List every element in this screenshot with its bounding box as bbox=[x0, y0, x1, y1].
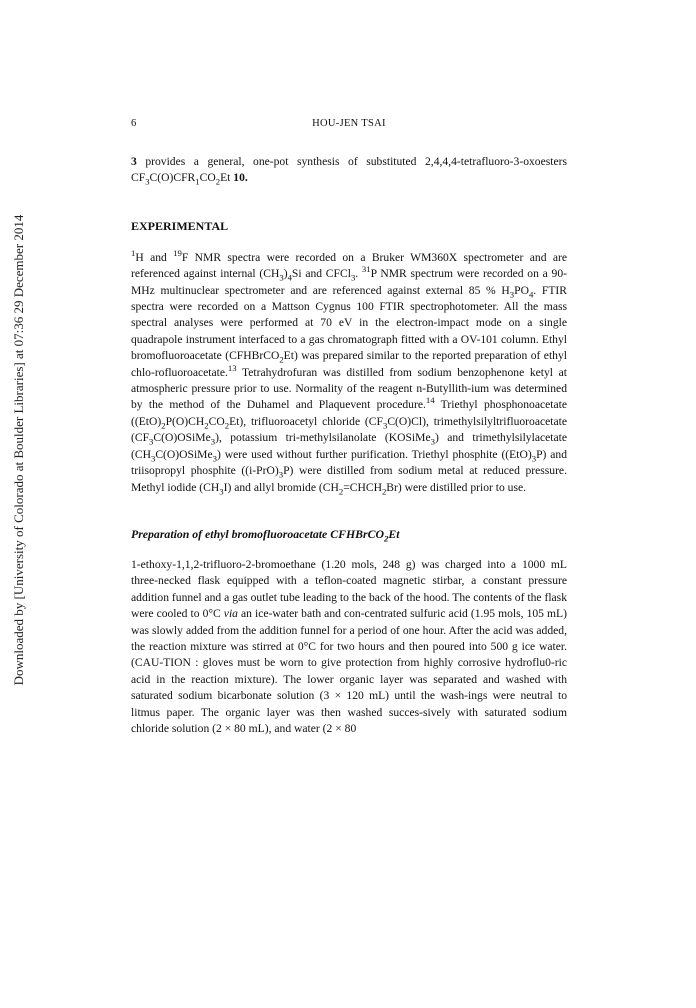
running-head: HOU-JEN TSAI bbox=[312, 118, 386, 129]
page-number: 6 bbox=[131, 118, 137, 129]
intro-paragraph: 3 provides a general, one-pot synthesis of substituted 2,4,4,4-tetrafluoro-3-oxoesters $CF_3C(O)CFR_1CO_2Et$ 10. bbox=[131, 155, 567, 187]
preparation-heading: Preparation of ethyl bromofluoroacetate CFHBrCO$_2$Et bbox=[131, 526, 400, 544]
experimental-heading: EXPERIMENTAL bbox=[131, 218, 229, 233]
experimental-paragraph: $^1$H and $^{19}$F NMR spectra were recorded on a Bruker WM360X spectrometer and are referenced against internal $(CH_3)_4Si$ and CFCl$_3$. $^{31}$P NMR spectrum were recorded on a 90-MHz multinuclear spectrometer and are referenced against external 85 % $H_3PO_4$. FTIR spectra were recorded on a Mattson Cygnus 100 FTIR spectrophotometer. All the mass spectral analyses were performed at 70 eV in the electron-impact mode on a single quadrapole instrument interfaced to a gas chromatograph fitted with a OV-101 column. Ethyl bromofluoroacetate (CFHBrCO$_2$Et) was prepared similar to the reported preparation of ethyl chlo-rofluoroacetate.$^{13}$ Tetrahydrofuran was distilled from sodium benzophenone ketyl at atmospheric pressure prior to use. Normality of the reagent n-Butyllith-ium was determined by the method of the Duhamel and Plaquevent procedure.$^{14}$ Triethyl phosphonoacetate $((EtO)_2P(O)CH_2CO_2Et)$, trifluoroacetyl chloride $(CF_3C(O)Cl)$, trimethylsilyltrifluoroacetate $(CF_3C(O)OSiMe_3)$, potassium tri-methylsilanolate (KOSiMe$_3$) and trimethylsilylacetate $(CH_3C(O)OSiMe_3)$ were used without further purification. Triethyl phosphite $((EtO)_3P)$ and triisopropyl phosphite $((i-PrO)_3P)$ were distilled from sodium metal at reduced pressure. Methyl iodide $(CH_3I)$ and allyl bromide $(CH_2=CHCH_2Br)$ were distilled prior to use. bbox=[131, 247, 568, 496]
page-body bbox=[131, 118, 567, 737]
download-watermark-text: Downloaded by [University of Colorado at Boulder Libraries] at 07:36 29 December 2014 bbox=[11, 214, 26, 686]
preparation-paragraph: 1-ethoxy-1,1,2-trifluoro-2-bromoethane (1.20 mols, 248 g) was charged into a 1000 mL three-necked flask equipped with a teflon-coated magnetic stirbar, a constant pressure addition funnel and a gas outlet tube leading to the back of the hood. The contents of the flask were cooled to 0°C via an ice-water bath and con-centrated sulfuric acid (1.95 mols, 105 mL) was slowly added from the addition funnel for a period of one hour. After the acid was added, the reaction mixture was stirred at 0°C for two hours and then poured into 500 g ice water. (CAU-TION : gloves must be worn to give protection from highly corrosive hydroflu0-ric acid in the reaction mixture). The lower organic layer was separated and washed with saturated sodium bicarbonate solution (3 × 120 mL) until the wash-ings were neutral to litmus paper. The organic layer was then washed succes-sively with saturated sodium chloride solution (2 × 80 mL), and water (2 × 80 bbox=[131, 557, 567, 735]
download-watermark bbox=[10, 170, 28, 730]
running-header bbox=[131, 118, 567, 136]
